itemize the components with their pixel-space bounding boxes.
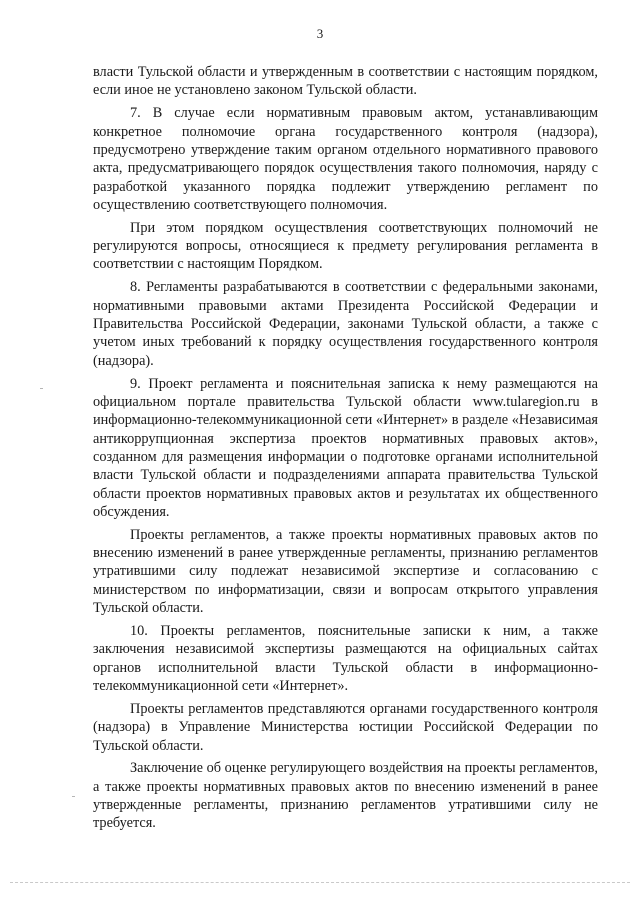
document-body: [93, 63, 598, 837]
paragraph-item-10-submission: Проекты регламентов представляются органами государственного контроля (надзора) в Управление Министерства юстиции Российской Федерации по Тульской области.: [93, 700, 598, 754]
paragraph-item-7-note: При этом порядком осуществления соответствующих полномочий не регулируются вопросы, относящиеся к предмету регулирования регламента в соответствии с настоящим Порядком.: [93, 219, 598, 273]
paragraph-item-10: 10. Проекты регламентов, пояснительные записки к ним, а также заключения независимой экспертизы размещаются на официальных сайтах органов исполнительной власти Тульской области в информационно-телекоммуникационной сети «Интернет».: [93, 622, 598, 694]
paragraph-item-9: 9. Проект регламента и пояснительная записка к нему размещаются на официальном портале правительства Тульской области www.tularegion.ru в информационно-телекоммуникационной сети «Интернет» в разделе «Независимая антикоррупционная экспертиза проектов нормативных правовых актов», созданном для размещения информации о подготовке органами исполнительной власти Тульской области и подразделениями аппарата правительства Тульской области проектов нормативных правовых актов и результатах их общественного обсуждения.: [93, 375, 598, 520]
paragraph-item-9-projects: Проекты регламентов, а также проекты нормативных правовых актов по внесению изменений в ранее утвержденные регламенты, признанию регламентов утратившими силу подлежат независимой экспертизе и согласованию с министерством по информатизации, связи и вопросам открытого управления Тульской области.: [93, 526, 598, 617]
paragraph-item-8: 8. Регламенты разрабатываются в соответствии с федеральными законами, нормативными правовыми актами Президента Российской Федерации и Правительства Российской Федерации, законами Тульской области, а также с учетом иных требований к порядку осуществления государственного контроля (надзора).: [93, 279, 598, 369]
paragraph-continuation: власти Тульской области и утвержденным в соответствии с настоящим порядком, если иное не установлено законом Тульской области.: [93, 64, 598, 99]
scan-mark: [72, 796, 75, 797]
page-number: 3: [316, 26, 324, 41]
paragraph-item-7: 7. В случае если нормативным правовым актом, устанавливающим конкретное полномочие органа государственного контроля (надзора), предусмотрено утверждение таким органом отдельного нормативного правового акта, предусматривающего порядок осуществления такого полномочия, наряду с разработкой указанного порядка подлежит утверждению регламент по осуществлению соответствующего полномочия.: [93, 105, 598, 213]
paragraph-item-10-assessment: Заключение об оценке регулирующего воздействия на проекты регламентов, а также проекты нормативных правовых актов по внесению изменений в ранее утвержденные регламенты, признанию регламентов утратившими силу не требуется.: [93, 760, 598, 832]
scan-mark: [40, 388, 43, 389]
footer-scan-line: [10, 882, 630, 883]
